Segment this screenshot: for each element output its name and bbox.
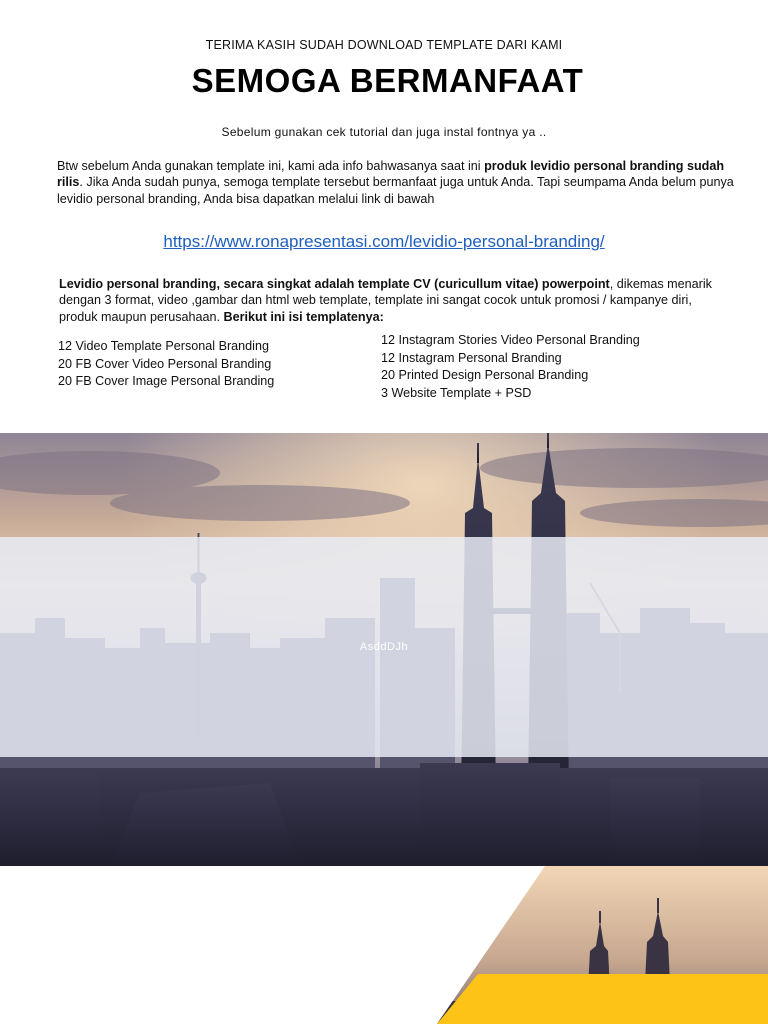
page-title: SEMOGA BERMANFAAT [191,62,584,99]
intro-text-b: . Jika Anda sudah punya, semoga template tersebut bermanfaat juga untuk Anda. Tapi seumpama Anda belum punya levidio personal branding, Anda bisa dapatkan melalui link di bawah [57,175,734,206]
decorative-corner-graphic [0,866,768,1024]
overlay-caption: AsddDJh [359,641,409,653]
subtitle: Sebelum gunakan cek tutorial dan juga instal fontnya ya .. [221,125,547,139]
list-item: 12 Video Template Personal Branding [58,339,269,353]
list-item: 20 FB Cover Video Personal Branding [58,356,272,371]
product-link[interactable]: https://www.ronapresentasi.com/levidio-personal-branding/ [163,232,605,251]
content-list-right [381,332,640,403]
description-bold-a: Levidio personal branding, secara singkat adalah template CV (curicullum vitae) powerpoint [59,277,610,291]
description-text-a: , dikemas menarik dengan 3 format, video ,gambar dan html web template, template ini sangat cocok untuk promosi / kampanye diri, produk maupun perusahaan. [59,277,712,324]
list-item: 20 FB Cover Image Personal Branding [58,374,275,389]
pretitle: TERIMA KASIH SUDAH DOWNLOAD TEMPLATE DARI KAMI [205,38,563,52]
intro-paragraph [57,158,737,207]
list-item: 12 Instagram Personal Branding [381,350,562,365]
intro-bold-a: produk levidio personal branding sudah rilis [57,159,725,190]
description-bold-b: Berikut ini isi templatenya: [223,309,384,324]
list-item: 12 Instagram Stories Video Personal Branding [381,333,640,347]
content-list-left [58,338,274,391]
description-paragraph [59,276,719,325]
accent-band [437,974,768,1024]
list-item: 20 Printed Design Personal Branding [381,368,589,383]
list-item: 3 Website Template + PSD [381,386,532,401]
intro-text-a: Btw sebelum Anda gunakan template ini, kami ada info bahwasanya saat ini [57,159,485,173]
